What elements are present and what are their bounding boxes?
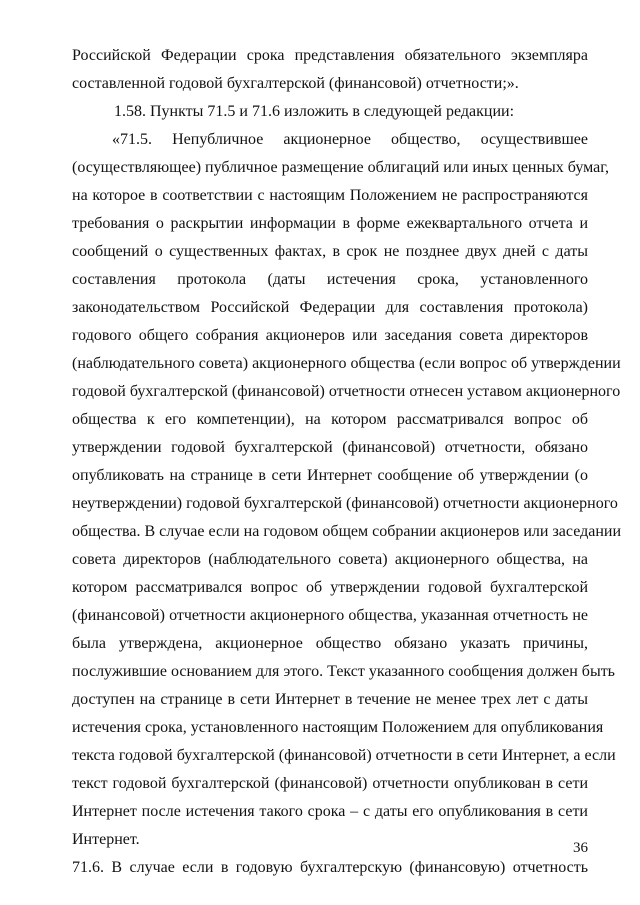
text-line: общества. В случае если на годовом общем собрании акционеров или заседании (72, 523, 622, 540)
text-line: требования о раскрытии информации в форме ежеквартального отчета и (72, 215, 588, 232)
text-line: опубликовать на странице в сети Интернет сообщение об утверждении (о (72, 467, 588, 484)
text-line: законодательством Российской Федерации для составления протокола) (72, 299, 588, 316)
text-line: (наблюдательного совета) акционерного общества (если вопрос об утверждении (72, 355, 621, 372)
text-line: котором рассматривался вопрос об утверждении годовой бухгалтерской (72, 579, 588, 596)
text-line: составления протокола (даты истечения срока, установленного (72, 271, 588, 288)
text-line: утверждении годовой бухгалтерской (финансовой) отчетности, обязано (72, 439, 588, 456)
text-line: текста годовой бухгалтерской (финансовой) отчетности в сети Интернет, а если (72, 747, 616, 764)
page-number: 36 (573, 840, 588, 856)
text-line: текст годовой бухгалтерской (финансовой) отчетности опубликован в сети (72, 775, 588, 792)
text-line: истечения срока, установленного настоящим Положением для опубликования (72, 719, 604, 736)
text-line: составленной годовой бухгалтерской (финансовой) отчетности;». (72, 75, 519, 92)
text-line: сообщений о существенных фактах, в срок не позднее двух дней с даты (72, 243, 588, 260)
paragraph-start-line: 1.58. Пункты 71.5 и 71.6 изложить в следующей редакции: (114, 103, 515, 120)
paragraph-start-line: «71.5. Непубличное акционерное общество, осуществившее (112, 131, 588, 148)
text-line: (осуществляющее) публичное размещение облигаций или иных ценных бумаг, (72, 159, 609, 176)
text-line: (финансовой) отчетности акционерного общества, указанная отчетность не (72, 607, 588, 624)
text-line: доступен на странице в сети Интернет в течение не менее трех лет с даты (72, 691, 588, 708)
document-page (72, 42, 622, 882)
text-line: Интернет после истечения такого срока – с даты его опубликования в сети (72, 803, 588, 820)
text-line: годового общего собрания акционеров или заседания совета директоров (72, 327, 588, 344)
text-line: послужившие основанием для этого. Текст указанного сообщения должен быть (72, 663, 615, 680)
text-line: была утверждена, акционерное общество обязано указать причины, (72, 635, 588, 652)
text-line: годовой бухгалтерской (финансовой) отчетности отнесен уставом акционерного (72, 383, 621, 400)
text-line: Российской Федерации срока представления обязательного экземпляра (72, 47, 588, 64)
text-line: на которое в соответствии с настоящим Положением не распространяются (72, 187, 588, 204)
paragraph-start-line: 71.6. В случае если в годовую бухгалтерскую (финансовую) отчетность (72, 859, 588, 876)
text-line: Интернет. (72, 831, 140, 848)
text-line: неутверждении) годовой бухгалтерской (финансовой) отчетности акционерного (72, 495, 618, 512)
text-line: совета директоров (наблюдательного совета) акционерного общества, на (72, 551, 588, 568)
text-line: общества к его компетенции), на котором рассматривался вопрос об (72, 411, 588, 428)
